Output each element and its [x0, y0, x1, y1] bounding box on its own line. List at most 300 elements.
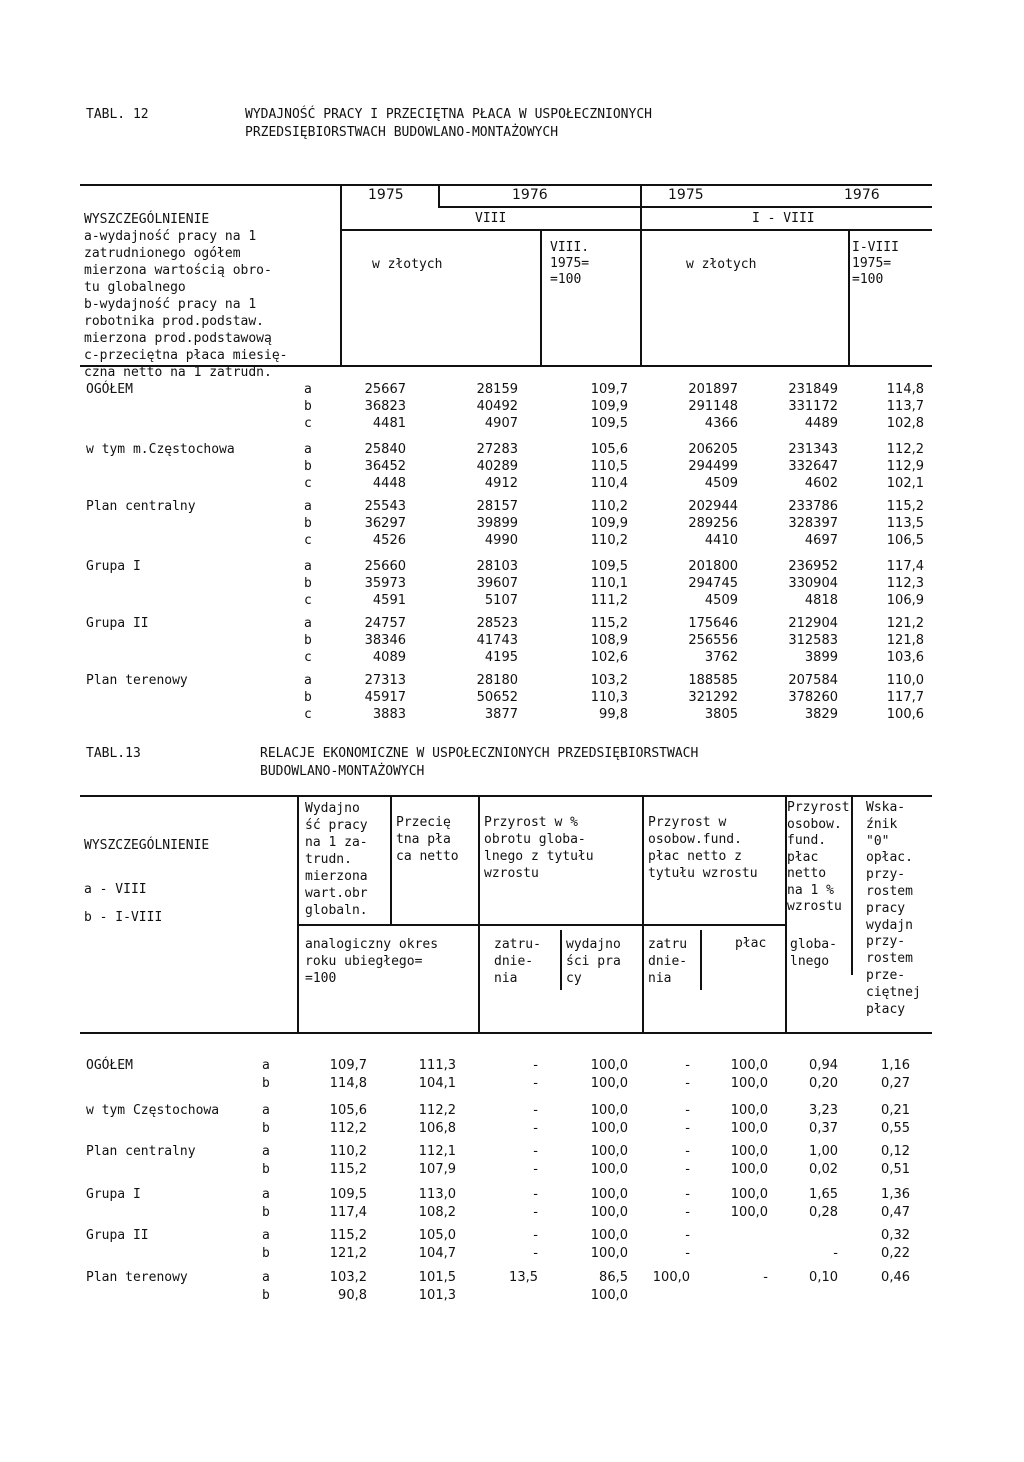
t12-hdr-index-viii: [550, 240, 589, 288]
row-letter: a: [304, 499, 312, 514]
table12-cell: 3762: [704, 650, 738, 665]
row-letter: a: [262, 1187, 270, 1202]
table12-cell: 201897: [688, 382, 738, 397]
table12-cell: 121,8: [886, 633, 924, 648]
table13-row-label: Plan terenowy: [86, 1270, 188, 1285]
header-line: ciętnej: [866, 984, 921, 1000]
table12-cell: 4602: [804, 476, 838, 491]
table12-cell: 106,9: [886, 593, 924, 608]
table13-cell: 0,22: [881, 1246, 910, 1261]
t12-vline: [340, 184, 342, 366]
t12-hdr-1976: 1976: [512, 187, 548, 203]
header-line: Wska-: [866, 800, 906, 815]
table13-cell: -: [685, 1058, 690, 1073]
table13-cell: -: [685, 1076, 690, 1091]
header-line: zatrudnionego ogółem: [84, 246, 241, 261]
table12-cell: 25667: [364, 382, 406, 397]
header-line: c-przeciętna płaca miesię-: [84, 348, 288, 363]
table13-cell: 0,37: [809, 1121, 838, 1136]
table12-cell: 331172: [788, 399, 838, 414]
table12-cell: 99,8: [599, 707, 628, 722]
table12-cell: 109,5: [590, 416, 628, 431]
table13-cell: 3,23: [809, 1103, 838, 1118]
row-letter: b: [304, 399, 312, 414]
header-line: lnego: [790, 954, 830, 969]
table13-cell: -: [533, 1187, 538, 1202]
header-line: przy-: [866, 934, 906, 950]
table12-cell: 4195: [484, 650, 518, 665]
table13-cell: 100,0: [730, 1103, 768, 1118]
table12-cell: 110,1: [590, 576, 628, 591]
table12-cell: 4697: [804, 533, 838, 548]
row-letter: b: [304, 690, 312, 705]
table13-row-label: Grupa II: [86, 1228, 149, 1243]
t13-stub-a: a - VIII: [84, 882, 147, 897]
header-line: Przecię: [396, 815, 451, 830]
table12-cell: 108,9: [590, 633, 628, 648]
header-line: nia: [494, 971, 518, 986]
table12-cell: 4410: [704, 533, 738, 548]
table13-cell: 108,2: [418, 1205, 456, 1220]
table12-cell: 102,6: [590, 650, 628, 665]
table13-cell: -: [763, 1270, 768, 1285]
table12-cell: 175646: [688, 616, 738, 631]
header-line: ści pra: [566, 954, 621, 969]
t13-hdr-przyrost-obrotu: [484, 814, 594, 882]
table12-cell: 212904: [788, 616, 838, 631]
table12-cell: 207584: [788, 673, 838, 688]
row-letter: a: [304, 673, 312, 688]
table12-cell: 36452: [364, 459, 406, 474]
table12-cell: 109,7: [590, 382, 628, 397]
t12-vline: [640, 184, 642, 366]
table12-cell: 109,5: [590, 559, 628, 574]
t13-stub-b: b - I-VIII: [84, 910, 163, 925]
row-letter: b: [304, 516, 312, 531]
table13-cell: 13,5: [509, 1270, 538, 1285]
table13-cell: 0,47: [881, 1205, 910, 1220]
table12-cell: 330904: [788, 576, 838, 591]
t13-hdr-plac: płac: [735, 936, 767, 951]
table13-cell: 100,0: [590, 1246, 628, 1261]
header-line: wydajno: [566, 937, 621, 952]
table12-cell: 102,8: [886, 416, 924, 431]
table13-cell: -: [533, 1162, 538, 1177]
header-line: trudn.: [305, 852, 352, 867]
table12-cell: 188585: [688, 673, 738, 688]
table13-cell: 100,0: [730, 1058, 768, 1073]
table12-cell: 233786: [788, 499, 838, 514]
table13-title-line2: BUDOWLANO-MONTAŻOWYCH: [260, 764, 425, 779]
table13-cell: 107,9: [418, 1162, 456, 1177]
table13-row-label: Grupa I: [86, 1187, 141, 1202]
table12-cell: 102,1: [886, 476, 924, 491]
table12-cell: 291148: [688, 399, 738, 414]
header-line: płac netto z: [648, 849, 742, 864]
header-line: na 1 za-: [305, 835, 368, 850]
t13-hdr-globalnego: [790, 936, 837, 970]
table12-row-label: OGÓŁEM: [86, 382, 133, 397]
t13-vline: [297, 795, 299, 1033]
table13-cell: 115,2: [329, 1228, 367, 1243]
table13-cell: 100,0: [590, 1162, 628, 1177]
table13-cell: 100,0: [730, 1162, 768, 1177]
table12-cell: 201800: [688, 559, 738, 574]
table12-cell: 114,8: [886, 382, 924, 397]
table12-cell: 4481: [372, 416, 406, 431]
header-line: przy-: [866, 867, 906, 883]
table12-cell: 4489: [804, 416, 838, 431]
header-line: płac: [787, 849, 819, 865]
header-line: VIII.: [550, 240, 590, 255]
table12-title-line2: PRZEDSIĘBIORSTWACH BUDOWLANO-MONTAŻOWYCH: [245, 125, 559, 140]
t12-hdr-1976-b: 1976: [844, 187, 880, 203]
table13-cell: 100,0: [590, 1144, 628, 1159]
t12-hline: [438, 206, 640, 208]
row-letter: a: [304, 442, 312, 457]
table12-cell: 40289: [476, 459, 518, 474]
header-line: płacy: [866, 1001, 906, 1017]
table13-cell: 112,2: [329, 1121, 367, 1136]
row-letter: a: [262, 1058, 270, 1073]
table12-cell: 36297: [364, 516, 406, 531]
table12-cell: 111,2: [590, 593, 628, 608]
row-letter: b: [262, 1246, 270, 1261]
table13-cell: 1,65: [809, 1187, 838, 1202]
table13-cell: 100,0: [590, 1121, 628, 1136]
table13-cell: 121,2: [329, 1246, 367, 1261]
header-line: czna netto na 1 zatrudn.: [84, 365, 272, 380]
table12-top-rule: [80, 184, 932, 186]
table13-cell: 100,0: [652, 1270, 690, 1285]
t12-vline: [540, 230, 542, 366]
table12-cell: 332647: [788, 459, 838, 474]
header-line: pracy: [866, 900, 906, 916]
table13-cell: 100,0: [590, 1205, 628, 1220]
row-letter: b: [262, 1205, 270, 1220]
table13-cell: 100,0: [730, 1076, 768, 1091]
table12-cell: 4509: [704, 593, 738, 608]
table13-cell: -: [685, 1162, 690, 1177]
header-line: Wydajno: [305, 801, 360, 816]
table13-header-bottom-rule: [80, 1032, 932, 1034]
table12-cell: 4448: [372, 476, 406, 491]
t12-hline: [340, 229, 932, 231]
table13-cell: 0,32: [881, 1228, 910, 1243]
table12-cell: 4089: [372, 650, 406, 665]
header-line: fund.: [787, 833, 827, 848]
table13-cell: 100,0: [590, 1103, 628, 1118]
t12-vline: [848, 230, 850, 366]
header-line: wzrostu: [787, 899, 842, 914]
table13-cell: 0,94: [809, 1058, 838, 1073]
table12-row-label: w tym m.Częstochowa: [86, 442, 235, 457]
table12-cell: 321292: [688, 690, 738, 705]
header-line: obrotu globa-: [484, 832, 586, 847]
table12-cell: 4526: [372, 533, 406, 548]
table12-cell: 109,9: [590, 399, 628, 414]
table13-cell: 100,0: [590, 1058, 628, 1073]
header-line: =100: [305, 971, 337, 986]
header-line: Przyrost w: [648, 815, 727, 830]
header-line: =100: [550, 272, 582, 287]
table12-cell: 110,2: [590, 533, 628, 548]
t13-vline: [390, 795, 392, 925]
row-letter: b: [262, 1288, 270, 1303]
table13-cell: 117,4: [329, 1205, 367, 1220]
table12-cell: 4990: [484, 533, 518, 548]
header-line: dnie-: [648, 954, 688, 969]
table13-cell: 114,8: [329, 1076, 367, 1091]
table12-row-label: Grupa I: [86, 559, 141, 574]
table13-cell: 104,7: [418, 1246, 456, 1261]
table13-cell: -: [685, 1205, 690, 1220]
table13-cell: 105,0: [418, 1228, 456, 1243]
row-letter: c: [304, 416, 312, 431]
header-line: osobow.fund.: [648, 832, 742, 847]
t12-hdr-1975-b: 1975: [668, 187, 704, 203]
header-line: ść pracy: [305, 818, 368, 833]
table12-cell: 231343: [788, 442, 838, 457]
table12-cell: 3877: [484, 707, 518, 722]
row-letter: a: [262, 1270, 270, 1285]
t13-vline: [851, 795, 853, 975]
table13-cell: 0,27: [881, 1076, 910, 1091]
table12-cell: 103,6: [886, 650, 924, 665]
t12-hdr-w-zlotych-b: w złotych: [686, 257, 757, 272]
table13-cell: -: [833, 1246, 838, 1261]
table12-row-label: Grupa II: [86, 616, 149, 631]
header-line: b-wydajność pracy na 1: [84, 297, 257, 312]
header-line: rostem: [866, 883, 913, 899]
table13-cell: 100,0: [730, 1187, 768, 1202]
table12-row-label: Plan terenowy: [86, 673, 188, 688]
table12-cell: 36823: [364, 399, 406, 414]
table12-cell: 113,7: [886, 399, 924, 414]
t13-hdr-przyrost-fund: [648, 814, 758, 882]
table12-cell: 4366: [704, 416, 738, 431]
header-line: osobow.: [787, 816, 842, 832]
header-line: wart.obr: [305, 886, 368, 901]
row-letter: b: [304, 576, 312, 591]
table12-cell: 35973: [364, 576, 406, 591]
table12-cell: 112,2: [886, 442, 924, 457]
table13-cell: 100,0: [730, 1121, 768, 1136]
table13-cell: 90,8: [338, 1288, 367, 1303]
t12-hdr-i-viii: I - VIII: [752, 211, 815, 226]
table12-cell: 28180: [476, 673, 518, 688]
table13-cell: 0,02: [809, 1162, 838, 1177]
row-letter: b: [262, 1121, 270, 1136]
header-line: prze-: [866, 967, 906, 983]
header-line: mierzona prod.podstawową: [84, 331, 272, 346]
row-letter: a: [262, 1228, 270, 1243]
row-letter: a: [304, 559, 312, 574]
table12-cell: 3883: [372, 707, 406, 722]
table13-cell: 1,36: [881, 1187, 910, 1202]
table13-cell: 113,0: [418, 1187, 456, 1202]
t13-vline: [642, 795, 644, 1033]
table12-cell: 110,0: [886, 673, 924, 688]
header-line: źnik: [866, 816, 898, 832]
table13-cell: 104,1: [418, 1076, 456, 1091]
header-line: opłac.: [866, 850, 913, 866]
table12-cell: 206205: [688, 442, 738, 457]
header-line: tu globalnego: [84, 280, 186, 295]
t12-hdr-w-zlotych: w złotych: [372, 257, 443, 272]
table13-cell: 100,0: [730, 1144, 768, 1159]
table13-cell: 109,7: [329, 1058, 367, 1073]
header-line: Przyrost w %: [484, 815, 578, 830]
table13-cell: 103,2: [329, 1270, 367, 1285]
table12-cell: 25660: [364, 559, 406, 574]
table13-cell: 105,6: [329, 1103, 367, 1118]
table12-cell: 110,2: [590, 499, 628, 514]
row-letter: a: [262, 1103, 270, 1118]
table12-cell: 117,4: [886, 559, 924, 574]
header-line: rostem: [866, 951, 913, 967]
header-line: roku ubiegłego=: [305, 954, 423, 969]
header-line: "0": [866, 833, 890, 849]
table13-cell: 1,00: [809, 1144, 838, 1159]
table13-cell: 112,2: [418, 1103, 456, 1118]
t13-hdr-przyrost-osobow: [787, 800, 850, 916]
table13-cell: -: [533, 1205, 538, 1220]
row-letter: b: [262, 1162, 270, 1177]
table13-cell: -: [685, 1187, 690, 1202]
row-letter: b: [304, 459, 312, 474]
table13-top-rule: [80, 795, 932, 797]
table12-cell: 117,7: [886, 690, 924, 705]
table12-cell: 24757: [364, 616, 406, 631]
t13-hdr-wydajnosc: [305, 800, 368, 919]
table13-cell: 100,0: [590, 1228, 628, 1243]
table12-cell: 109,9: [590, 516, 628, 531]
header-line: zatru: [648, 937, 688, 952]
table12-cell: 28523: [476, 616, 518, 631]
row-letter: a: [304, 616, 312, 631]
table12-cell: 378260: [788, 690, 838, 705]
table12-cell: 27283: [476, 442, 518, 457]
table13-row-label: OGÓŁEM: [86, 1058, 133, 1073]
table13-cell: -: [685, 1144, 690, 1159]
table13-cell: 115,2: [329, 1162, 367, 1177]
t12-hdr-viii: VIII: [475, 211, 507, 226]
table12-cell: 4509: [704, 476, 738, 491]
header-line: dnie-: [494, 954, 534, 969]
table12-cell: 112,9: [886, 459, 924, 474]
table12-cell: 110,4: [590, 476, 628, 491]
header-line: nia: [648, 971, 672, 986]
table12-cell: 39607: [476, 576, 518, 591]
table12-cell: 236952: [788, 559, 838, 574]
header-line: globaln.: [305, 903, 368, 918]
table13-cell: 1,16: [881, 1058, 910, 1073]
t12-hdr-1975: 1975: [368, 187, 404, 203]
table12-cell: 312583: [788, 633, 838, 648]
table12-cell: 105,6: [590, 442, 628, 457]
header-line: globa-: [790, 937, 837, 952]
table13-cell: -: [685, 1246, 690, 1261]
t13-hdr-wydajnosci: [566, 936, 621, 987]
header-line: a-wydajność pracy na 1: [84, 229, 257, 244]
table13-cell: 0,55: [881, 1121, 910, 1136]
table13-cell: 112,1: [418, 1144, 456, 1159]
table12-cell: 4818: [804, 593, 838, 608]
table13-cell: 100,0: [730, 1205, 768, 1220]
table13-cell: -: [685, 1103, 690, 1118]
table12-cell: 41743: [476, 633, 518, 648]
header-line: 1975=: [852, 256, 892, 271]
table12-cell: 202944: [688, 499, 738, 514]
table12-cell: 25840: [364, 442, 406, 457]
header-line: wzrostu: [484, 866, 539, 881]
header-line: WYSZCZEGÓLNIENIE: [84, 212, 210, 227]
table13-cell: -: [533, 1246, 538, 1261]
header-line: ca netto: [396, 849, 459, 864]
table13-cell: 101,3: [418, 1288, 456, 1303]
table12-cell: 5107: [484, 593, 518, 608]
table12-cell: 121,2: [886, 616, 924, 631]
table12-cell: 28103: [476, 559, 518, 574]
table12-cell: 106,5: [886, 533, 924, 548]
table13-row-label: w tym Częstochowa: [86, 1103, 220, 1118]
table13-cell: 111,3: [418, 1058, 456, 1073]
row-letter: b: [304, 633, 312, 648]
header-line: 1975=: [550, 256, 590, 271]
table12-cell: 25543: [364, 499, 406, 514]
table12-label: TABL. 12: [86, 107, 149, 122]
table12-cell: 110,3: [590, 690, 628, 705]
table12-title-line1: WYDAJNOŚĆ PRACY I PRZECIĘTNA PŁACA W USPOŁECZNIONYCH: [245, 107, 652, 122]
table12-stub-header: [84, 211, 288, 381]
table13-title-line1: RELACJE EKONOMICZNE W USPOŁECZNIONYCH PRZEDSIĘBIORSTWACH: [260, 746, 699, 761]
table12-cell: 3805: [704, 707, 738, 722]
table12-cell: 231849: [788, 382, 838, 397]
table12-cell: 3899: [804, 650, 838, 665]
table13-cell: -: [685, 1121, 690, 1136]
row-letter: c: [304, 593, 312, 608]
header-line: tna pła: [396, 832, 451, 847]
t13-vline: [700, 930, 702, 990]
t13-vline: [478, 795, 480, 1033]
t13-hdr-zatrudnienia-b: [648, 936, 687, 987]
table13-cell: 101,5: [418, 1270, 456, 1285]
table12-cell: 294745: [688, 576, 738, 591]
t13-vline: [560, 930, 562, 990]
t12-hline: [640, 206, 932, 208]
table12-cell: 115,2: [590, 616, 628, 631]
table13-cell: -: [533, 1103, 538, 1118]
table13-label: TABL.13: [86, 746, 141, 761]
table13-cell: 100,0: [590, 1076, 628, 1091]
header-line: cy: [566, 971, 582, 986]
table12-cell: 256556: [688, 633, 738, 648]
row-letter: a: [262, 1144, 270, 1159]
table12-cell: 40492: [476, 399, 518, 414]
table12-cell: 4591: [372, 593, 406, 608]
row-letter: c: [304, 476, 312, 491]
header-line: I-VIII: [852, 240, 899, 255]
table13-cell: 0,51: [881, 1162, 910, 1177]
header-line: mierzona wartością obro-: [84, 263, 272, 278]
t13-hdr-placa: [396, 814, 459, 865]
row-letter: c: [304, 533, 312, 548]
table13-cell: 100,0: [590, 1187, 628, 1202]
header-line: tytułu wzrostu: [648, 866, 758, 881]
table12-cell: 113,5: [886, 516, 924, 531]
table13-cell: 106,8: [418, 1121, 456, 1136]
